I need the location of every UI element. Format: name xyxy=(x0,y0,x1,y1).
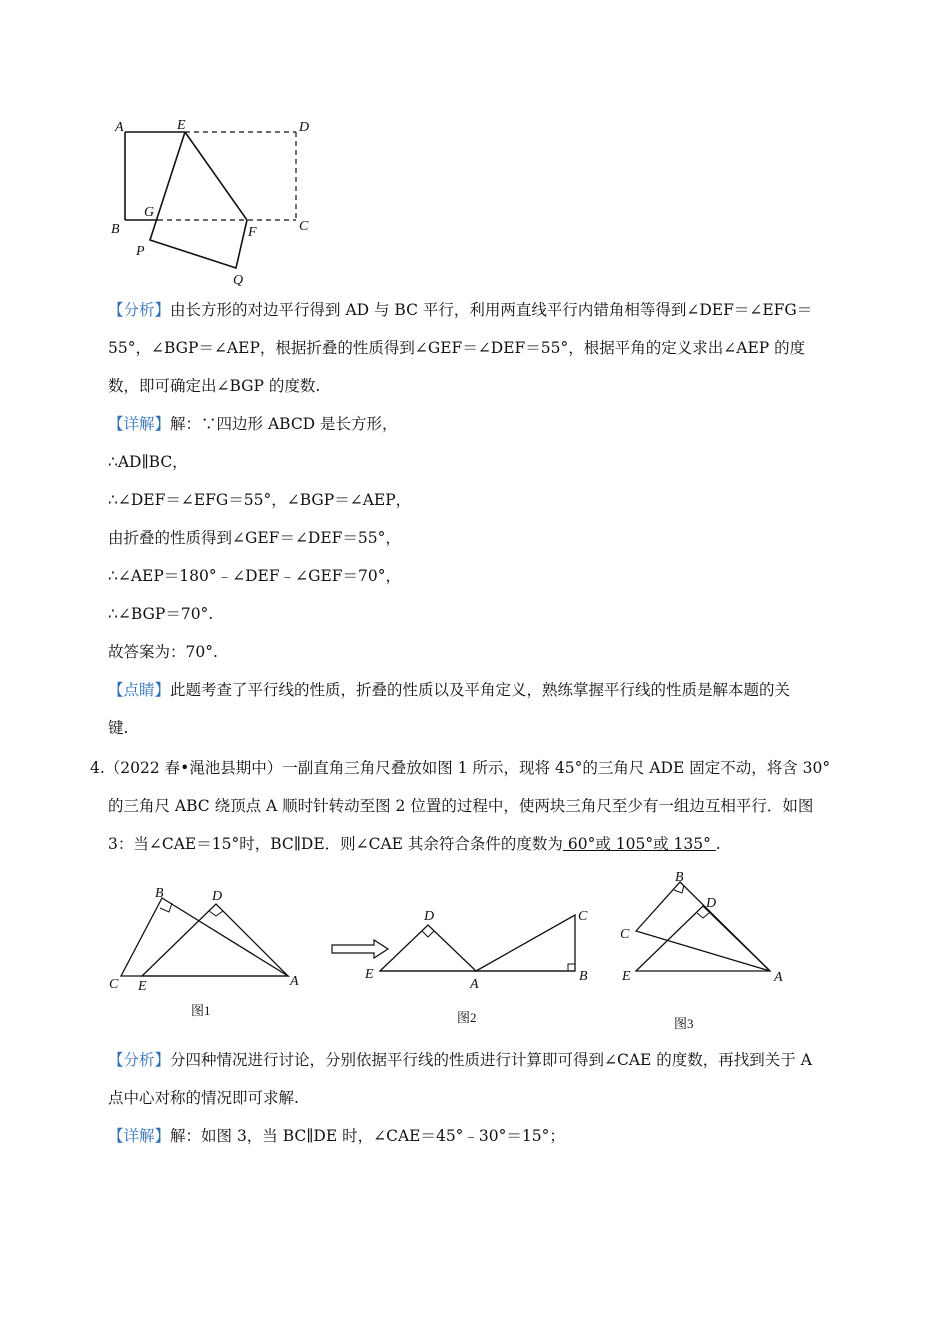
label-A: A xyxy=(115,120,124,135)
fig3-label-C: C xyxy=(620,927,630,942)
figure-2 xyxy=(360,904,600,1026)
fig1-label-E: E xyxy=(138,979,147,994)
analysis2-tag: 【分析】 xyxy=(108,1051,171,1069)
figure-3 xyxy=(612,868,792,1033)
detail1-line2: ∴AD∥BC， xyxy=(108,453,188,471)
fig2-label-C: C xyxy=(578,909,588,924)
detail1-text1: 解：∵四边形 ABCD 是长方形， xyxy=(170,415,398,433)
detail1-line7: 故答案为：70°. xyxy=(108,643,218,661)
detail1-line3: ∴∠DEF＝∠EFG＝55°，∠BGP＝∠AEP， xyxy=(108,491,412,509)
fig1-label-D: D xyxy=(212,889,223,904)
analysis1-text1: 由长方形的对边平行得到 AD 与 BC 平行，利用两直线平行内错角相等得到∠DEF＝∠EFG＝ xyxy=(170,301,813,319)
label-D: D xyxy=(299,120,310,135)
label-Q: Q xyxy=(233,273,244,288)
q4-text3: 3：当∠CAE＝15°时，BC∥DE．则∠CAE 其余符合条件的度数为 xyxy=(108,835,563,853)
q4-text3-end: . xyxy=(715,835,721,853)
fig2-label-A: A xyxy=(470,977,479,992)
comment1-line2: 键. xyxy=(108,719,129,737)
fig2-label-D: D xyxy=(424,909,435,924)
label-G: G xyxy=(144,205,155,220)
analysis2-line1 xyxy=(108,1050,812,1070)
fig1-label-A: A xyxy=(290,974,299,989)
fig1-caption: 图1 xyxy=(191,1003,211,1018)
fold-figure xyxy=(100,112,330,292)
fig1-label-B: B xyxy=(155,886,164,901)
analysis2-line2: 点中心对称的情况即可求解. xyxy=(108,1089,299,1107)
label-E: E xyxy=(177,118,186,133)
label-F: F xyxy=(248,225,257,240)
detail2-text1: 解：如图 3，当 BC∥DE 时，∠CAE＝45°﹣30°＝15°； xyxy=(170,1127,565,1145)
fig3-caption: 图3 xyxy=(674,1016,694,1031)
detail1-line6: ∴∠BGP＝70°. xyxy=(108,605,214,623)
q4-line1: 4.（2022 春•渑池县期中）一副直角三角尺叠放如图 1 所示，现将 45°的三角尺 ADE 固定不动，将含 30° xyxy=(90,759,831,777)
fig3-label-A: A xyxy=(774,970,783,985)
fig2-label-B: B xyxy=(579,969,588,984)
detail2-tag: 【详解】 xyxy=(108,1127,171,1145)
q4-answer: 60°或 105°或 135° xyxy=(562,835,716,853)
analysis-tag: 【分析】 xyxy=(108,301,171,319)
label-B: B xyxy=(111,222,120,237)
detail2-line1 xyxy=(108,1126,565,1146)
analysis1-line3: 数，即可确定出∠BGP 的度数. xyxy=(108,377,321,395)
figure-1 xyxy=(105,882,310,1022)
label-C: C xyxy=(299,219,309,234)
analysis2-text1: 分四种情况进行讨论，分别依据平行线的性质进行计算即可得到∠CAE 的度数，再找到关于 A xyxy=(170,1051,812,1069)
analysis1-line1 xyxy=(108,300,812,320)
detail1-line5: ∴∠AEP＝180°﹣∠DEF﹣∠GEF＝70°， xyxy=(108,567,402,585)
comment1-text1: 此题考查了平行线的性质，折叠的性质以及平角定义，熟练掌握平行线的性质是解本题的关 xyxy=(170,681,791,699)
fig3-label-D: D xyxy=(706,896,717,911)
detail-tag: 【详解】 xyxy=(108,415,171,433)
fig1-label-C: C xyxy=(109,977,119,992)
comment-tag: 【点睛】 xyxy=(108,681,171,699)
fig2-caption: 图2 xyxy=(457,1010,477,1025)
detail1-line1 xyxy=(108,414,398,434)
label-P: P xyxy=(136,244,145,259)
fig2-label-E: E xyxy=(365,967,374,982)
detail1-line4: 由折叠的性质得到∠GEF＝∠DEF＝55°， xyxy=(108,529,401,547)
fig3-label-B: B xyxy=(675,870,684,885)
comment1-line1 xyxy=(108,680,790,700)
q4-line2: 的三角尺 ABC 绕顶点 A 顺时针转动至图 2 位置的过程中，使两块三角尺至少有一组边互相平行．如图 xyxy=(108,797,814,815)
fig3-label-E: E xyxy=(622,969,631,984)
q4-line3 xyxy=(108,834,721,854)
analysis1-line2: 55°，∠BGP＝∠AEP，根据折叠的性质得到∠GEF＝∠DEF＝55°，根据平角的定义求出∠AEP 的度 xyxy=(108,339,806,357)
